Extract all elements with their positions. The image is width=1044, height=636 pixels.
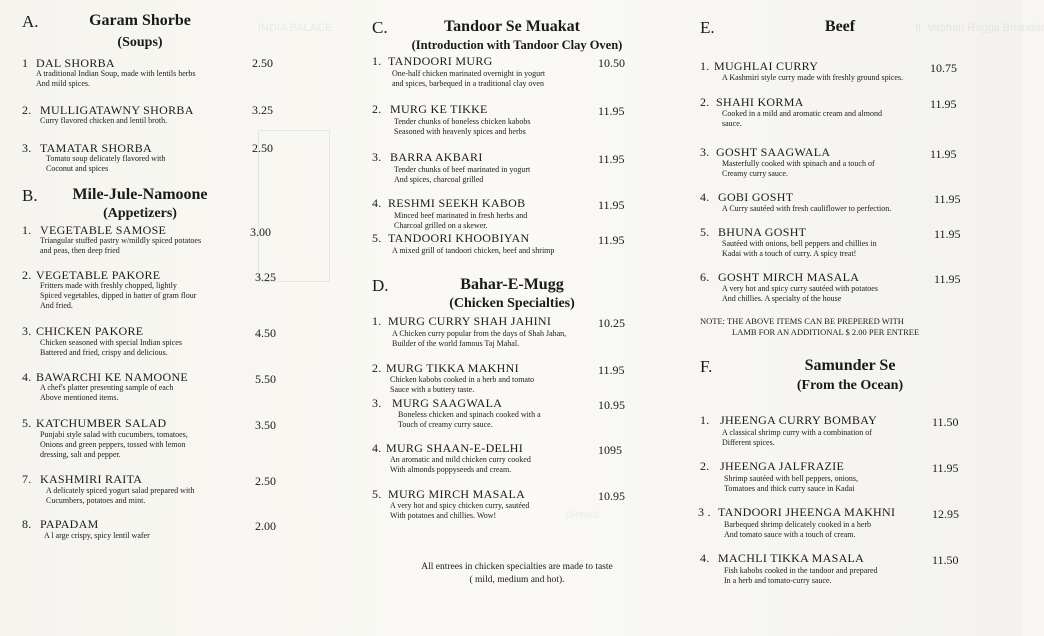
menu-item-desc: Seasoned with heavenly spices and herbs — [394, 127, 526, 136]
menu-item-desc: A Kashmiri style curry made with freshly ground spices. — [722, 73, 904, 82]
menu-item-name: MURG MIRCH MASALA — [388, 487, 526, 501]
menu-item-desc: A chef's platter presenting sample of each — [40, 383, 174, 392]
menu-item-name: MULLIGATAWNY SHORBA — [40, 103, 194, 117]
menu-item-desc: Boneless chicken and spinach cooked with a — [398, 410, 541, 419]
menu-item-desc: Sauce with a buttery taste. — [390, 385, 475, 394]
menu-item-desc: A very hot and spicy chicken curry, sautéed — [390, 501, 530, 510]
menu-item-desc: Fish kabobs cooked in the tandoor and prepared — [724, 566, 878, 575]
menu-item-number: 1. — [22, 223, 32, 237]
menu-item-price: 11.50 — [932, 415, 959, 429]
section-title: Garam Shorbe — [89, 12, 191, 29]
menu-item-desc: Above mentioned items. — [40, 393, 119, 402]
menu-item-desc: Minced beef marinated in fresh herbs and — [394, 211, 528, 220]
menu-item-price: 10.95 — [598, 398, 625, 412]
menu-item-price: 2.00 — [255, 519, 276, 533]
menu-item-number: 6. — [700, 270, 710, 284]
menu-item-name: VEGETABLE PAKORE — [36, 268, 161, 282]
menu-item-number: 5. — [22, 416, 32, 430]
lamb-note-line: LAMB FOR AN ADDITIONAL $ 2.00 PER ENTREE — [732, 327, 920, 337]
menu-item-price: 10.75 — [930, 61, 957, 75]
menu-item-price: 11.95 — [930, 97, 957, 111]
menu-item-name: KASHMIRI RAITA — [40, 472, 143, 486]
menu-item-desc: Triangular stuffed pastry w/mildly spiced potatoes — [40, 236, 202, 245]
menu-item-number: 4. — [372, 196, 382, 210]
menu-item-desc: With almonds poppyseeds and cream. — [390, 465, 512, 474]
menu-item-desc: Chicken seasoned with special Indian spices — [40, 338, 182, 347]
menu-item-name: DAL SHORBA — [36, 56, 115, 70]
chicken-footnote-line: ( mild, medium and hot). — [469, 575, 565, 585]
menu-item-price: 10.25 — [598, 316, 625, 330]
menu-item-desc: A delicately spiced yogurt salad prepared with — [46, 486, 195, 495]
menu-item-number: 3. — [372, 396, 382, 410]
menu-item-number: 1. — [700, 59, 710, 73]
menu-item-desc: And chillies. A specialty of the house — [722, 294, 842, 303]
section-title: Mile-Jule-Namoone — [72, 186, 208, 203]
menu-item-desc: Barbequed shrimp delicately cooked in a herb — [724, 520, 872, 529]
menu-item-price: 1095 — [598, 443, 622, 457]
menu-item-number: 5. — [372, 231, 382, 245]
menu-item-name: BARRA AKBARI — [390, 150, 483, 164]
menu-item-price: 11.95 — [934, 272, 961, 286]
menu-item-desc: Fritters made with freshly chopped, lightly — [40, 281, 177, 290]
menu-item-desc: Spiced vegetables, dipped in batter of gram flour — [40, 291, 197, 300]
menu-item-name: TANDOORI JHEENGA MAKHNI — [718, 505, 896, 519]
menu-item-price: 4.50 — [255, 326, 276, 340]
menu-item-price: 10.95 — [598, 489, 625, 503]
menu-item-desc: Creamy curry sauce. — [722, 169, 788, 178]
menu-item-desc: A classical shrimp curry with a combination of — [722, 428, 872, 437]
menu-item-name: MURG SAAGWALA — [392, 396, 503, 410]
menu-item-number: 8. — [22, 517, 32, 531]
menu-item-price: 10.50 — [598, 56, 625, 70]
section-title: Beef — [824, 18, 856, 35]
menu-item-desc: dressing, salt and pepper. — [40, 450, 121, 459]
menu-item-desc: Builder of the world famous Taj Mahal. — [392, 339, 520, 348]
menu-item-price: 3.25 — [255, 270, 276, 284]
menu-item-desc: Curry flavored chicken and lentil broth. — [40, 116, 168, 125]
menu-item-name: MURG CURRY SHAH JAHINI — [388, 314, 552, 328]
menu-item-desc: Cucumbers, potatoes and mint. — [46, 496, 146, 505]
menu-item-desc: And spices, charcoal grilled — [394, 175, 484, 184]
section-letter: F. — [700, 357, 713, 376]
menu-item-name: JHEENGA JALFRAZIE — [720, 459, 845, 473]
menu-item-price: 3.50 — [255, 418, 276, 432]
menu-item-number: 1. — [372, 314, 382, 328]
menu-column-left — [0, 0, 340, 636]
menu-item-desc: One-half chicken marinated overnight in yogurt — [392, 69, 546, 78]
menu-item-desc: and spices, barbequed in a traditional clay oven — [392, 79, 544, 88]
menu-item-price: 11.95 — [598, 152, 625, 166]
menu-item-price: 5.50 — [255, 372, 276, 386]
menu-item-price: 3.00 — [250, 225, 271, 239]
section-letter: A. — [22, 12, 39, 31]
menu-item-desc: Different spices. — [722, 438, 775, 447]
menu-item-number: 5. — [372, 487, 382, 501]
menu-item-desc: Tomato soup delicately flavored with — [46, 154, 166, 163]
menu-item-desc: and peas, then deep fried — [40, 246, 120, 255]
menu-item-number: 4. — [700, 551, 710, 565]
menu-item-name: MURG TIKKA MAKHNI — [386, 361, 519, 375]
menu-column-right — [690, 0, 1023, 636]
menu-item-number: 2. — [372, 361, 382, 375]
menu-item-number: 2. — [372, 102, 382, 116]
section-subtitle: (From the Ocean) — [796, 378, 904, 393]
menu-item-desc: A l arge crispy, spicy lentil wafer — [44, 531, 150, 540]
menu-item-number: 1. — [372, 54, 382, 68]
menu-item-price: 11.50 — [932, 553, 959, 567]
menu-item-number: 3. — [22, 141, 32, 155]
section-letter: E. — [700, 18, 715, 37]
menu-item-desc: A mixed grill of tandoori chicken, beef and shrimp — [392, 246, 555, 255]
menu-item-number: 7. — [22, 472, 32, 486]
menu-item-desc: And fried. — [40, 301, 73, 310]
menu-item-price: 2.50 — [252, 141, 273, 155]
section-subtitle: (Appetizers) — [103, 206, 177, 221]
menu-item-desc: Masterfully cooked with spinach and a touch of — [722, 159, 875, 168]
menu-item-number: 5. — [700, 225, 710, 239]
menu-item-desc: Cooked in a mild and aromatic cream and almond — [722, 109, 882, 118]
menu-item-desc: Coconut and spices — [46, 164, 109, 173]
section-title: Tandoor Se Muakat — [443, 18, 581, 35]
menu-item-number: 3. — [372, 150, 382, 164]
menu-item-name: JHEENGA CURRY BOMBAY — [720, 413, 878, 427]
menu-item-desc: In a herb and tomato-curry sauce. — [724, 576, 832, 585]
section-subtitle: (Chicken Specialties) — [449, 296, 575, 311]
menu-item-name: GOSHT MIRCH MASALA — [718, 270, 860, 284]
menu-item-price: 11.95 — [598, 198, 625, 212]
chicken-footnote-line: All entrees in chicken specialties are made to taste — [421, 562, 613, 572]
bleed-through-text: DRINKS — [565, 510, 600, 520]
menu-item-desc: Tomatoes and thick curry sauce in Kadai — [724, 484, 855, 493]
menu-column-middle — [352, 0, 688, 636]
menu-item-desc: With potatoes and chillies. Wow! — [390, 511, 497, 520]
section-letter: C. — [372, 18, 388, 37]
menu-item-name: BHUNA GOSHT — [718, 225, 807, 239]
menu-item-desc: A Curry sautéed with fresh cauliflower to perfection. — [722, 204, 892, 213]
menu-item-price: 11.95 — [598, 363, 625, 377]
menu-item-desc: Chicken kabobs cooked in a herb and tomato — [390, 375, 535, 384]
menu-item-price: 11.95 — [930, 147, 957, 161]
menu-item-desc: A Chicken curry popular from the days of Shah Jahan, — [392, 329, 567, 338]
menu-item-price: 2.50 — [252, 56, 273, 70]
section-letter: B. — [22, 186, 38, 205]
lamb-note-line: NOTE: THE ABOVE ITEMS CAN BE PREPERED WITH — [700, 316, 904, 326]
menu-item-desc: sauce. — [722, 119, 742, 128]
menu-item-number: 1 — [22, 56, 29, 70]
menu-item-name: MURG SHAAN-E-DELHI — [386, 441, 524, 455]
menu-item-number: 4. — [22, 370, 32, 384]
menu-item-price: 11.95 — [932, 461, 959, 475]
bleed-through-text: II. Vabhan Ragga Bhandar — [915, 22, 1044, 34]
menu-item-desc: Kadai with a touch of curry. A spicy treat! — [722, 249, 857, 258]
menu-item-name: TANDOORI MURG — [388, 54, 493, 68]
menu-item-desc: Charcoal grilled on a skewer. — [394, 221, 488, 230]
menu-item-number: 4. — [700, 190, 710, 204]
menu-item-price: 2.50 — [255, 474, 276, 488]
menu-item-name: KATCHUMBER SALAD — [36, 416, 167, 430]
section-title: Bahar-E-Mugg — [460, 276, 564, 293]
menu-item-desc: Tender chunks of boneless chicken kabobs — [394, 117, 531, 126]
menu-item-desc: An aromatic and mild chicken curry cooked — [390, 455, 531, 464]
menu-item-number: 1. — [700, 413, 710, 427]
menu-item-name: TANDOORI KHOOBIYAN — [388, 231, 530, 245]
menu-item-price: 12.95 — [932, 507, 959, 521]
menu-item-desc: Shrimp sautéed with bell peppers, onions, — [724, 474, 858, 483]
menu-item-name: TAMATAR SHORBA — [40, 141, 152, 155]
menu-item-price: 11.95 — [934, 227, 961, 241]
menu-item-name: MUGHLAI CURRY — [714, 59, 819, 73]
menu-item-name: MACHLI TIKKA MASALA — [718, 551, 865, 565]
menu-item-desc: Sautéed with onions, bell peppers and chillies in — [722, 239, 877, 248]
menu-item-desc: Tender chunks of beef marinated in yogurt — [394, 165, 531, 174]
menu-item-name: BAWARCHI KE NAMOONE — [36, 370, 189, 384]
menu-item-name: VEGETABLE SAMOSE — [40, 223, 167, 237]
menu-item-desc: Touch of creamy curry sauce. — [398, 420, 493, 429]
menu-item-desc: A very hot and spicy curry sautéed with potatoes — [722, 284, 878, 293]
menu-item-desc: A traditional Indian Soup, made with lentils herbs — [36, 69, 196, 78]
menu-item-name: CHICKEN PAKORE — [36, 324, 144, 338]
section-letter: D. — [372, 276, 389, 295]
menu-item-number: 3 . — [698, 505, 711, 519]
menu-item-desc: Onions and green peppers, tossed with lemon — [40, 440, 186, 449]
menu-item-name: RESHMI SEEKH KABOB — [388, 196, 526, 210]
menu-item-desc: Battered and fried, crispy and delicious. — [40, 348, 168, 357]
section-subtitle: (Introduction with Tandoor Clay Oven) — [411, 38, 623, 52]
menu-item-number: 3. — [22, 324, 32, 338]
menu-item-desc: Punjabi style salad with cucumbers, tomatoes, — [40, 430, 188, 439]
menu-item-number: 4. — [372, 441, 382, 455]
menu-item-name: GOBI GOSHT — [718, 190, 794, 204]
menu-item-price: 11.95 — [598, 233, 625, 247]
menu-item-name: MURG KE TIKKE — [390, 102, 488, 116]
menu-item-desc: And mild spices. — [36, 79, 90, 88]
menu-item-price: 11.95 — [934, 192, 961, 206]
menu-item-name: GOSHT SAAGWALA — [716, 145, 831, 159]
menu-item-number: 2. — [700, 459, 710, 473]
menu-item-price: 3.25 — [252, 103, 273, 117]
bleed-through-text: INDIA PALACE — [258, 22, 333, 34]
menu-item-name: PAPADAM — [40, 517, 99, 531]
menu-item-desc: And tomato sauce with a touch of cream. — [724, 530, 856, 539]
menu-item-number: 3. — [700, 145, 710, 159]
menu-item-name: SHAHI KORMA — [716, 95, 804, 109]
menu-item-number: 2. — [22, 103, 32, 117]
menu-item-price: 11.95 — [598, 104, 625, 118]
menu-item-number: 2. — [22, 268, 32, 282]
menu-item-number: 2. — [700, 95, 710, 109]
section-subtitle: (Soups) — [117, 35, 163, 50]
section-title: Samunder Se — [804, 357, 896, 374]
